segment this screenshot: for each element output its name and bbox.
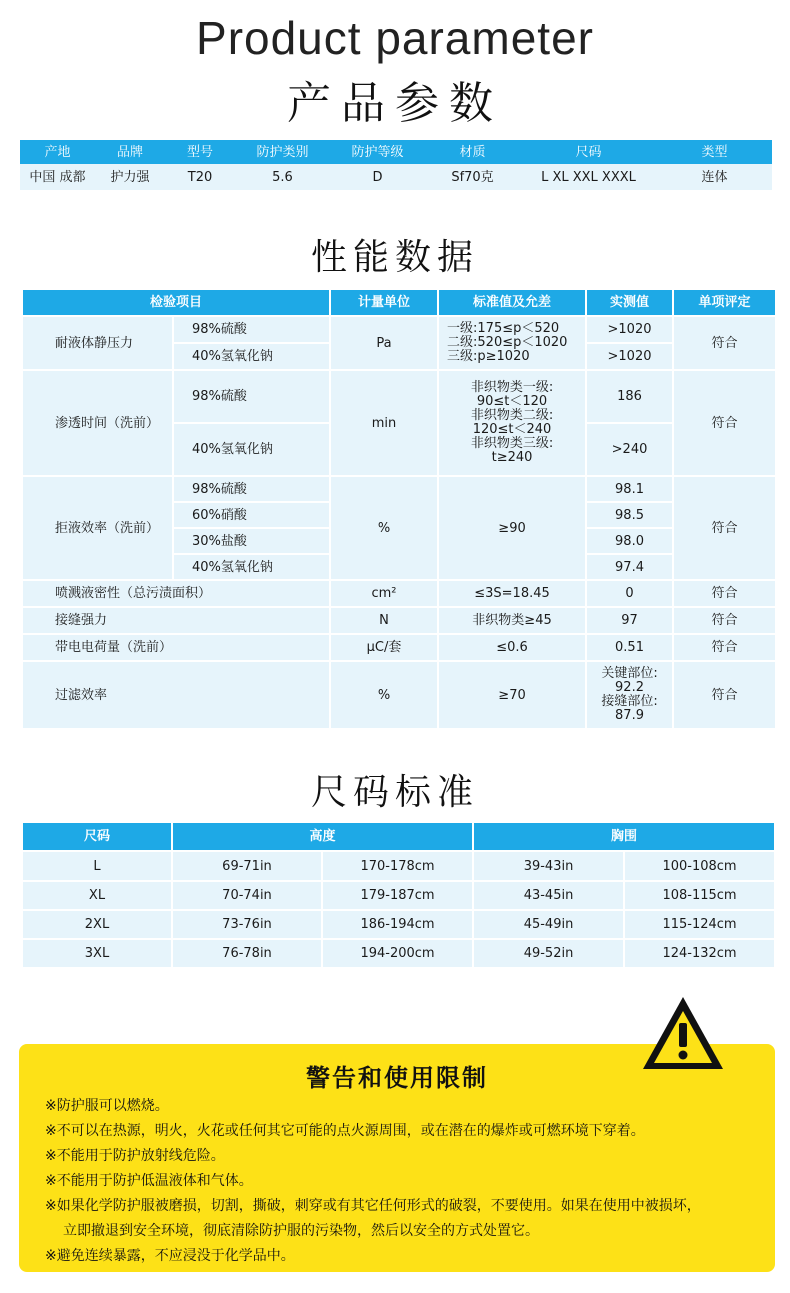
warning-item: ※不可以在热源，明火，火花或任何其它可能的点火源周围，或在潜在的爆炸或可燃环境下穿着。	[45, 1123, 645, 1139]
height-in: 69-71in	[172, 851, 322, 881]
unit-charge: μC/套	[330, 634, 438, 661]
warning-item: ※避免连续暴露，不应浸没于化学品中。	[45, 1248, 295, 1264]
result-spray: 符合	[673, 580, 776, 607]
cell-material: Sf70克	[425, 164, 520, 190]
item-spray-tightness: 喷溅液密性（总污渍面积）	[22, 580, 330, 607]
measured-value: 0	[586, 580, 673, 607]
warning-list	[45, 1094, 765, 1269]
result-penetration: 符合	[673, 370, 776, 476]
measured-value: 0.51	[586, 634, 673, 661]
result-repellency: 符合	[673, 476, 776, 580]
result-seam: 符合	[673, 607, 776, 634]
col-protection-level: 防护等级	[330, 140, 425, 164]
sub-hydrochloric-acid: 30%盐酸	[173, 528, 330, 554]
sub-sodium-hydroxide: 40%氢氧化钠	[173, 343, 330, 370]
col-origin: 产地	[20, 140, 95, 164]
standard-line: 一级:175≤p＜520	[447, 321, 560, 336]
chest-in: 43-45in	[473, 881, 624, 910]
col-model: 型号	[165, 140, 235, 164]
warning-box	[19, 1044, 775, 1272]
chest-in: 49-52in	[473, 939, 624, 968]
result-static-pressure: 符合	[673, 316, 776, 370]
measured-value: >1020	[586, 316, 673, 343]
standard-line: 120≤t＜240	[472, 422, 552, 437]
unit-spray: cm²	[330, 580, 438, 607]
standard-line: t≥240	[491, 450, 533, 465]
measured-value: 97	[586, 607, 673, 634]
cell-protection-type: 5.6	[235, 164, 330, 190]
item-penetration: 渗透时间（洗前）	[22, 370, 173, 476]
sub-sulfuric-acid: 98%硫酸	[173, 316, 330, 343]
chest-in: 39-43in	[473, 851, 624, 881]
item-filter-efficiency: 过滤效率	[22, 661, 330, 729]
measured-filter	[586, 661, 673, 729]
title-english: Product parameter	[196, 12, 594, 64]
cell-brand: 护力强	[95, 164, 165, 190]
col-unit: 计量单位	[330, 289, 438, 316]
height-in: 70-74in	[172, 881, 322, 910]
standard-repellency: ≥90	[438, 476, 586, 580]
warning-item: ※如果化学防护服被磨损，切割，撕破，刺穿或有其它任何形式的破裂，不要使用。如果在使用中被损坏，	[45, 1198, 701, 1214]
chest-cm: 124-132cm	[624, 939, 775, 968]
sub-nitric-acid: 60%硝酸	[173, 502, 330, 528]
measured-value: >240	[586, 423, 673, 476]
height-in: 73-76in	[172, 910, 322, 939]
standard-line: 三级:p≥1020	[447, 349, 530, 364]
warning-title: 警告和使用限制	[306, 1064, 488, 1092]
measured-value: 186	[586, 370, 673, 423]
standard-penetration	[438, 370, 586, 476]
standard-spray: ≤3S=18.45	[438, 580, 586, 607]
col-chest: 胸围	[473, 822, 775, 851]
item-charge: 带电电荷量（洗前）	[22, 634, 330, 661]
warning-triangle-icon	[640, 993, 726, 1073]
result-charge: 符合	[673, 634, 776, 661]
col-measured: 实测值	[586, 289, 673, 316]
standard-filter: ≥70	[438, 661, 586, 729]
size-label: 3XL	[22, 939, 172, 968]
measured-line: 92.2	[615, 680, 644, 695]
standard-line: 二级:520≤p＜1020	[447, 335, 568, 350]
col-category: 类型	[657, 140, 772, 164]
col-result: 单项评定	[673, 289, 776, 316]
measured-value: 98.0	[586, 528, 673, 554]
col-height: 高度	[172, 822, 473, 851]
size-label: L	[22, 851, 172, 881]
measured-value: 98.1	[586, 476, 673, 502]
sub-sulfuric-acid: 98%硫酸	[173, 476, 330, 502]
title-chinese: 产品参数	[287, 78, 503, 129]
height-cm: 194-200cm	[322, 939, 473, 968]
performance-heading: 性能数据	[310, 237, 479, 278]
standard-static-pressure	[438, 316, 586, 370]
height-in: 76-78in	[172, 939, 322, 968]
chest-cm: 100-108cm	[624, 851, 775, 881]
col-material: 材质	[425, 140, 520, 164]
sub-sulfuric-acid: 98%硫酸	[173, 370, 330, 423]
unit-seam: N	[330, 607, 438, 634]
size-label: XL	[22, 881, 172, 910]
measured-line: 87.9	[615, 708, 644, 723]
standard-line: 非织物类三级:	[470, 436, 554, 451]
product-table	[20, 140, 772, 190]
height-cm: 179-187cm	[322, 881, 473, 910]
col-brand: 品牌	[95, 140, 165, 164]
cell-size: L XL XXL XXXL	[520, 164, 657, 190]
result-filter: 符合	[673, 661, 776, 729]
measured-line: 关键部位:	[601, 666, 658, 681]
measured-value: 98.5	[586, 502, 673, 528]
unit-penetration: min	[330, 370, 438, 476]
height-cm: 186-194cm	[322, 910, 473, 939]
standard-line: 非织物类二级:	[470, 408, 554, 423]
standard-line: 90≤t＜120	[476, 394, 548, 409]
col-test-item: 检验项目	[22, 289, 330, 316]
col-protection-type: 防护类别	[235, 140, 330, 164]
chest-in: 45-49in	[473, 910, 624, 939]
measured-value: >1020	[586, 343, 673, 370]
unit-repellency: %	[330, 476, 438, 580]
warning-item-continuation: 立即撤退到安全环境，彻底清除防护服的污染物，然后以安全的方式处置它。	[63, 1223, 539, 1239]
chest-cm: 108-115cm	[624, 881, 775, 910]
warning-item: ※防护服可以燃烧。	[45, 1098, 169, 1114]
sub-sodium-hydroxide: 40%氢氧化钠	[173, 423, 330, 476]
item-repellency: 拒液效率（洗前）	[22, 476, 173, 580]
warning-item-continued	[45, 1219, 765, 1244]
sub-sodium-hydroxide: 40%氢氧化钠	[173, 554, 330, 580]
height-cm: 170-178cm	[322, 851, 473, 881]
cell-model: T20	[165, 164, 235, 190]
standard-seam: 非织物类≥45	[438, 607, 586, 634]
size-label: 2XL	[22, 910, 172, 939]
cell-origin: 中国 成都	[20, 164, 95, 190]
item-static-pressure: 耐液体静压力	[22, 316, 173, 370]
item-seam-strength: 接缝强力	[22, 607, 330, 634]
measured-line: 接缝部位:	[601, 694, 658, 709]
size-table	[21, 821, 776, 969]
unit-static-pressure: Pa	[330, 316, 438, 370]
cell-category: 连体	[657, 164, 772, 190]
standard-charge: ≤0.6	[438, 634, 586, 661]
warning-item: ※不能用于防护放射线危险。	[45, 1148, 225, 1164]
standard-line: 非织物类一级:	[470, 380, 554, 395]
chest-cm: 115-124cm	[624, 910, 775, 939]
col-size: 尺码	[22, 822, 172, 851]
measured-value: 97.4	[586, 554, 673, 580]
size-heading: 尺码标准	[310, 772, 479, 813]
unit-filter: %	[330, 661, 438, 729]
performance-table	[21, 288, 777, 730]
cell-protection-level: D	[330, 164, 425, 190]
warning-item: ※不能用于防护低温液体和气体。	[45, 1173, 253, 1189]
col-size: 尺码	[520, 140, 657, 164]
col-standard: 标准值及允差	[438, 289, 586, 316]
